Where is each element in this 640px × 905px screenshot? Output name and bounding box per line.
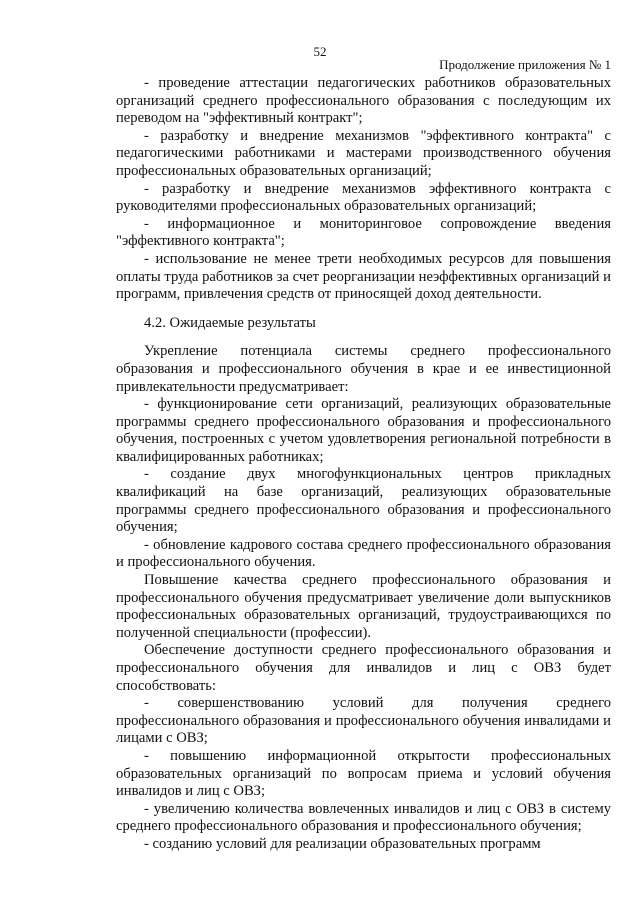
bullet-paragraph: - проведение аттестации педагогических работников образовательных организаций среднего профессионального образования с последующим их переводом на "эффективный контракт"; [116,75,611,127]
bullet-paragraph: - повышению информационной открытости профессиональных образовательных организаций по вопросам приема и условий обучения инвалидов и лиц с ОВЗ; [116,747,611,800]
bullet-paragraph: - использование не менее трети необходимых ресурсов для повышения оплаты труда работников за счет реорганизации неэффективных организаций и программ, привлечения средств от приносящей доход деятельности. [116,250,611,303]
bullet-paragraph: - разработку и внедрение механизмов "эффективного контракта" с педагогическими работниками и мастерами производственного обучения профессиональных образовательных организаций; [116,127,611,179]
bullet-paragraph: - создание двух многофункциональных центров прикладных квалификаций на базе организаций, реализующих образовательные программы среднего профессионального образования и профессионального обучения; [116,466,611,536]
bullet-paragraph: - функционирование сети организаций, реализующих образовательные программы среднего профессионального образования и профессионального обучения, построенных с учетом удовлетворения региональной потребности в квалифицированных работниках; [116,396,611,465]
body-paragraph: Укрепление потенциала системы среднего профессионального образования и профессионального обучения в крае и ее инвестиционной привлекательности предусматривает: [116,343,611,395]
bullet-paragraph: - информационное и мониторинговое сопровождение введения "эффективного контракта"; [116,215,611,250]
document-body [116,75,611,854]
section-heading: 4.2. Ожидаемые результаты [144,314,316,331]
bullet-paragraph: - увеличению количества вовлеченных инвалидов и лиц с ОВЗ в систему среднего профессионального образования и профессионального обучения; [116,800,611,835]
body-paragraph: Повышение качества среднего профессионального образования и профессионального обучения предусматривает увеличение доли выпускников профессиональных образовательных организаций, трудоустраивающихся по полученной специальности (профессии). [116,572,611,641]
bullet-paragraph: - созданию условий для реализации образовательных программ [144,835,541,852]
page-number: 52 [313,44,327,59]
bullet-paragraph: - разработку и внедрение механизмов эффективного контракта с руководителями профессиональных образовательных организаций; [116,180,611,215]
appendix-continuation-note: Продолжение приложения № 1 [439,57,611,72]
bullet-paragraph: - обновление кадрового состава среднего профессионального образования и профессионального обучения. [116,536,611,571]
bullet-paragraph: - совершенствованию условий для получения среднего профессионального образования и профессионального обучения инвалидами и лицами с ОВЗ; [116,695,611,747]
body-paragraph: Обеспечение доступности среднего профессионального образования и профессионального обучения для инвалидов и лиц с ОВЗ будет способствовать: [116,642,611,694]
